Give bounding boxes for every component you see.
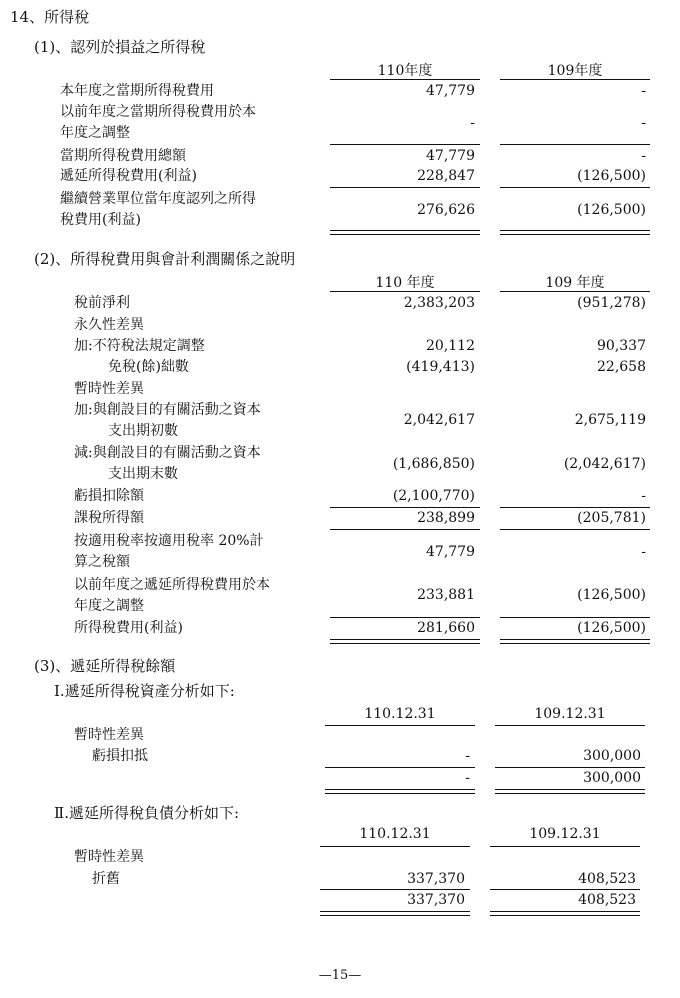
s2-row-value: 90,337 bbox=[597, 338, 646, 354]
s3b-col-110: 110.12.31 bbox=[359, 826, 431, 842]
s3b-row-label: 折舊 bbox=[92, 871, 120, 887]
s3a-row-label: 暫時性差異 bbox=[74, 727, 144, 743]
s2-row-value: (2,042,617) bbox=[563, 456, 646, 472]
s1-row-value: - bbox=[470, 115, 475, 131]
s1-col-109: 109年度 bbox=[547, 63, 603, 79]
s1-col-110: 110年度 bbox=[377, 63, 433, 79]
s2-col-109: 109 年度 bbox=[545, 275, 605, 291]
s2-row-label: 課稅所得額 bbox=[74, 510, 144, 526]
s3a-row-value: 300,000 bbox=[583, 748, 641, 764]
s2-row-label: 所得稅費用(利益) bbox=[74, 620, 183, 636]
s2-row-label: 虧損扣除額 bbox=[74, 488, 144, 504]
s2-row-value: (126,500) bbox=[577, 587, 646, 603]
s2-row-label: 算之稅額 bbox=[74, 554, 130, 570]
section-3a-heading: Ⅰ.遞延所得稅資產分析如下: bbox=[54, 682, 235, 700]
s3a-col-109: 109.12.31 bbox=[534, 706, 606, 722]
s3b-row-value: 337,370 bbox=[407, 871, 465, 887]
s2-row-value: 238,899 bbox=[417, 510, 475, 526]
s2-row-value: 2,383,203 bbox=[403, 295, 475, 311]
s2-row-value: - bbox=[641, 544, 646, 560]
s3a-row-value: - bbox=[465, 748, 470, 764]
s2-row-value: 233,881 bbox=[417, 587, 475, 603]
s3a-col-110: 110.12.31 bbox=[364, 706, 436, 722]
s3b-row-value: 408,523 bbox=[578, 871, 636, 887]
s2-row-value: (126,500) bbox=[577, 620, 646, 636]
s2-row-label: 支出期末數 bbox=[108, 466, 178, 482]
s1-row-value: - bbox=[641, 148, 646, 164]
page-number: —15— bbox=[318, 968, 362, 983]
s3a-total-value: 300,000 bbox=[583, 770, 641, 786]
s2-row-value: (419,413) bbox=[406, 359, 475, 375]
s2-row-label: 免稅(餘)絀數 bbox=[108, 359, 189, 375]
s1-row-value: 228,847 bbox=[417, 168, 475, 184]
s1-row-value: 47,779 bbox=[426, 148, 475, 164]
s1-row-value: (126,500) bbox=[577, 202, 646, 218]
s2-row-label: 加:不符稅法規定調整 bbox=[74, 338, 205, 354]
s3a-total-value: - bbox=[465, 770, 470, 786]
s1-row-label: 本年度之當期所得稅費用 bbox=[60, 83, 214, 99]
s1-row-value: (126,500) bbox=[577, 168, 646, 184]
s2-row-value: - bbox=[641, 488, 646, 504]
s2-row-value: 2,042,617 bbox=[403, 412, 475, 428]
s2-row-value: 22,658 bbox=[597, 359, 646, 375]
s1-row-label: 繼續營業單位當年度認列之所得 bbox=[60, 191, 256, 207]
s2-row-value: 20,112 bbox=[426, 338, 475, 354]
s2-row-value: (205,781) bbox=[577, 510, 646, 526]
s2-row-label: 永久性差異 bbox=[74, 317, 144, 333]
s3b-total-value: 337,370 bbox=[407, 892, 465, 908]
s2-row-label: 年度之調整 bbox=[74, 598, 144, 614]
s2-row-value: 2,675,119 bbox=[574, 412, 646, 428]
section-1-heading: (1)、認列於損益之所得稅 bbox=[34, 38, 206, 56]
s2-row-label: 以前年度之遞延所得稅費用於本 bbox=[74, 577, 270, 593]
s1-row-value: 276,626 bbox=[417, 202, 475, 218]
s1-row-label: 稅費用(利益) bbox=[60, 212, 141, 228]
s3b-row-label: 暫時性差異 bbox=[74, 849, 144, 865]
s2-row-value: 281,660 bbox=[417, 620, 475, 636]
s1-row-label: 當期所得稅費用總額 bbox=[60, 148, 186, 164]
section-2-heading: (2)、所得稅費用與會計利潤關係之說明 bbox=[34, 250, 296, 268]
section-3-heading: (3)、遞延所得稅餘額 bbox=[34, 657, 176, 675]
s3b-col-109: 109.12.31 bbox=[529, 826, 601, 842]
s2-col-110: 110 年度 bbox=[375, 275, 435, 291]
s2-row-value: (951,278) bbox=[577, 295, 646, 311]
s3a-row-label: 虧損扣抵 bbox=[92, 748, 148, 764]
s2-row-value: (1,686,850) bbox=[392, 456, 475, 472]
s1-row-value: 47,779 bbox=[426, 83, 475, 99]
s1-row-label: 以前年度之當期所得稅費用於本 bbox=[60, 104, 256, 120]
page-title: 14、所得稅 bbox=[10, 8, 90, 26]
s2-row-label: 減:與創設目的有關活動之資本 bbox=[74, 445, 261, 461]
s2-row-label: 稅前淨利 bbox=[74, 295, 130, 311]
s2-row-value: 47,779 bbox=[426, 544, 475, 560]
s1-row-value: - bbox=[641, 115, 646, 131]
s2-row-label: 支出期初數 bbox=[108, 423, 178, 439]
s2-row-label: 暫時性差異 bbox=[74, 381, 144, 397]
s2-row-label: 加:與創設目的有關活動之資本 bbox=[74, 402, 261, 418]
s3b-total-value: 408,523 bbox=[578, 892, 636, 908]
s1-row-label: 遞延所得稅費用(利益) bbox=[60, 168, 197, 184]
s2-row-label: 按適用稅率按適用稅率 20%計 bbox=[74, 533, 264, 549]
s1-row-label: 年度之調整 bbox=[60, 125, 130, 141]
section-3b-heading: Ⅱ.遞延所得稅負債分析如下: bbox=[54, 804, 240, 822]
s1-row-value: - bbox=[641, 83, 646, 99]
s2-row-value: (2,100,770) bbox=[392, 488, 475, 504]
